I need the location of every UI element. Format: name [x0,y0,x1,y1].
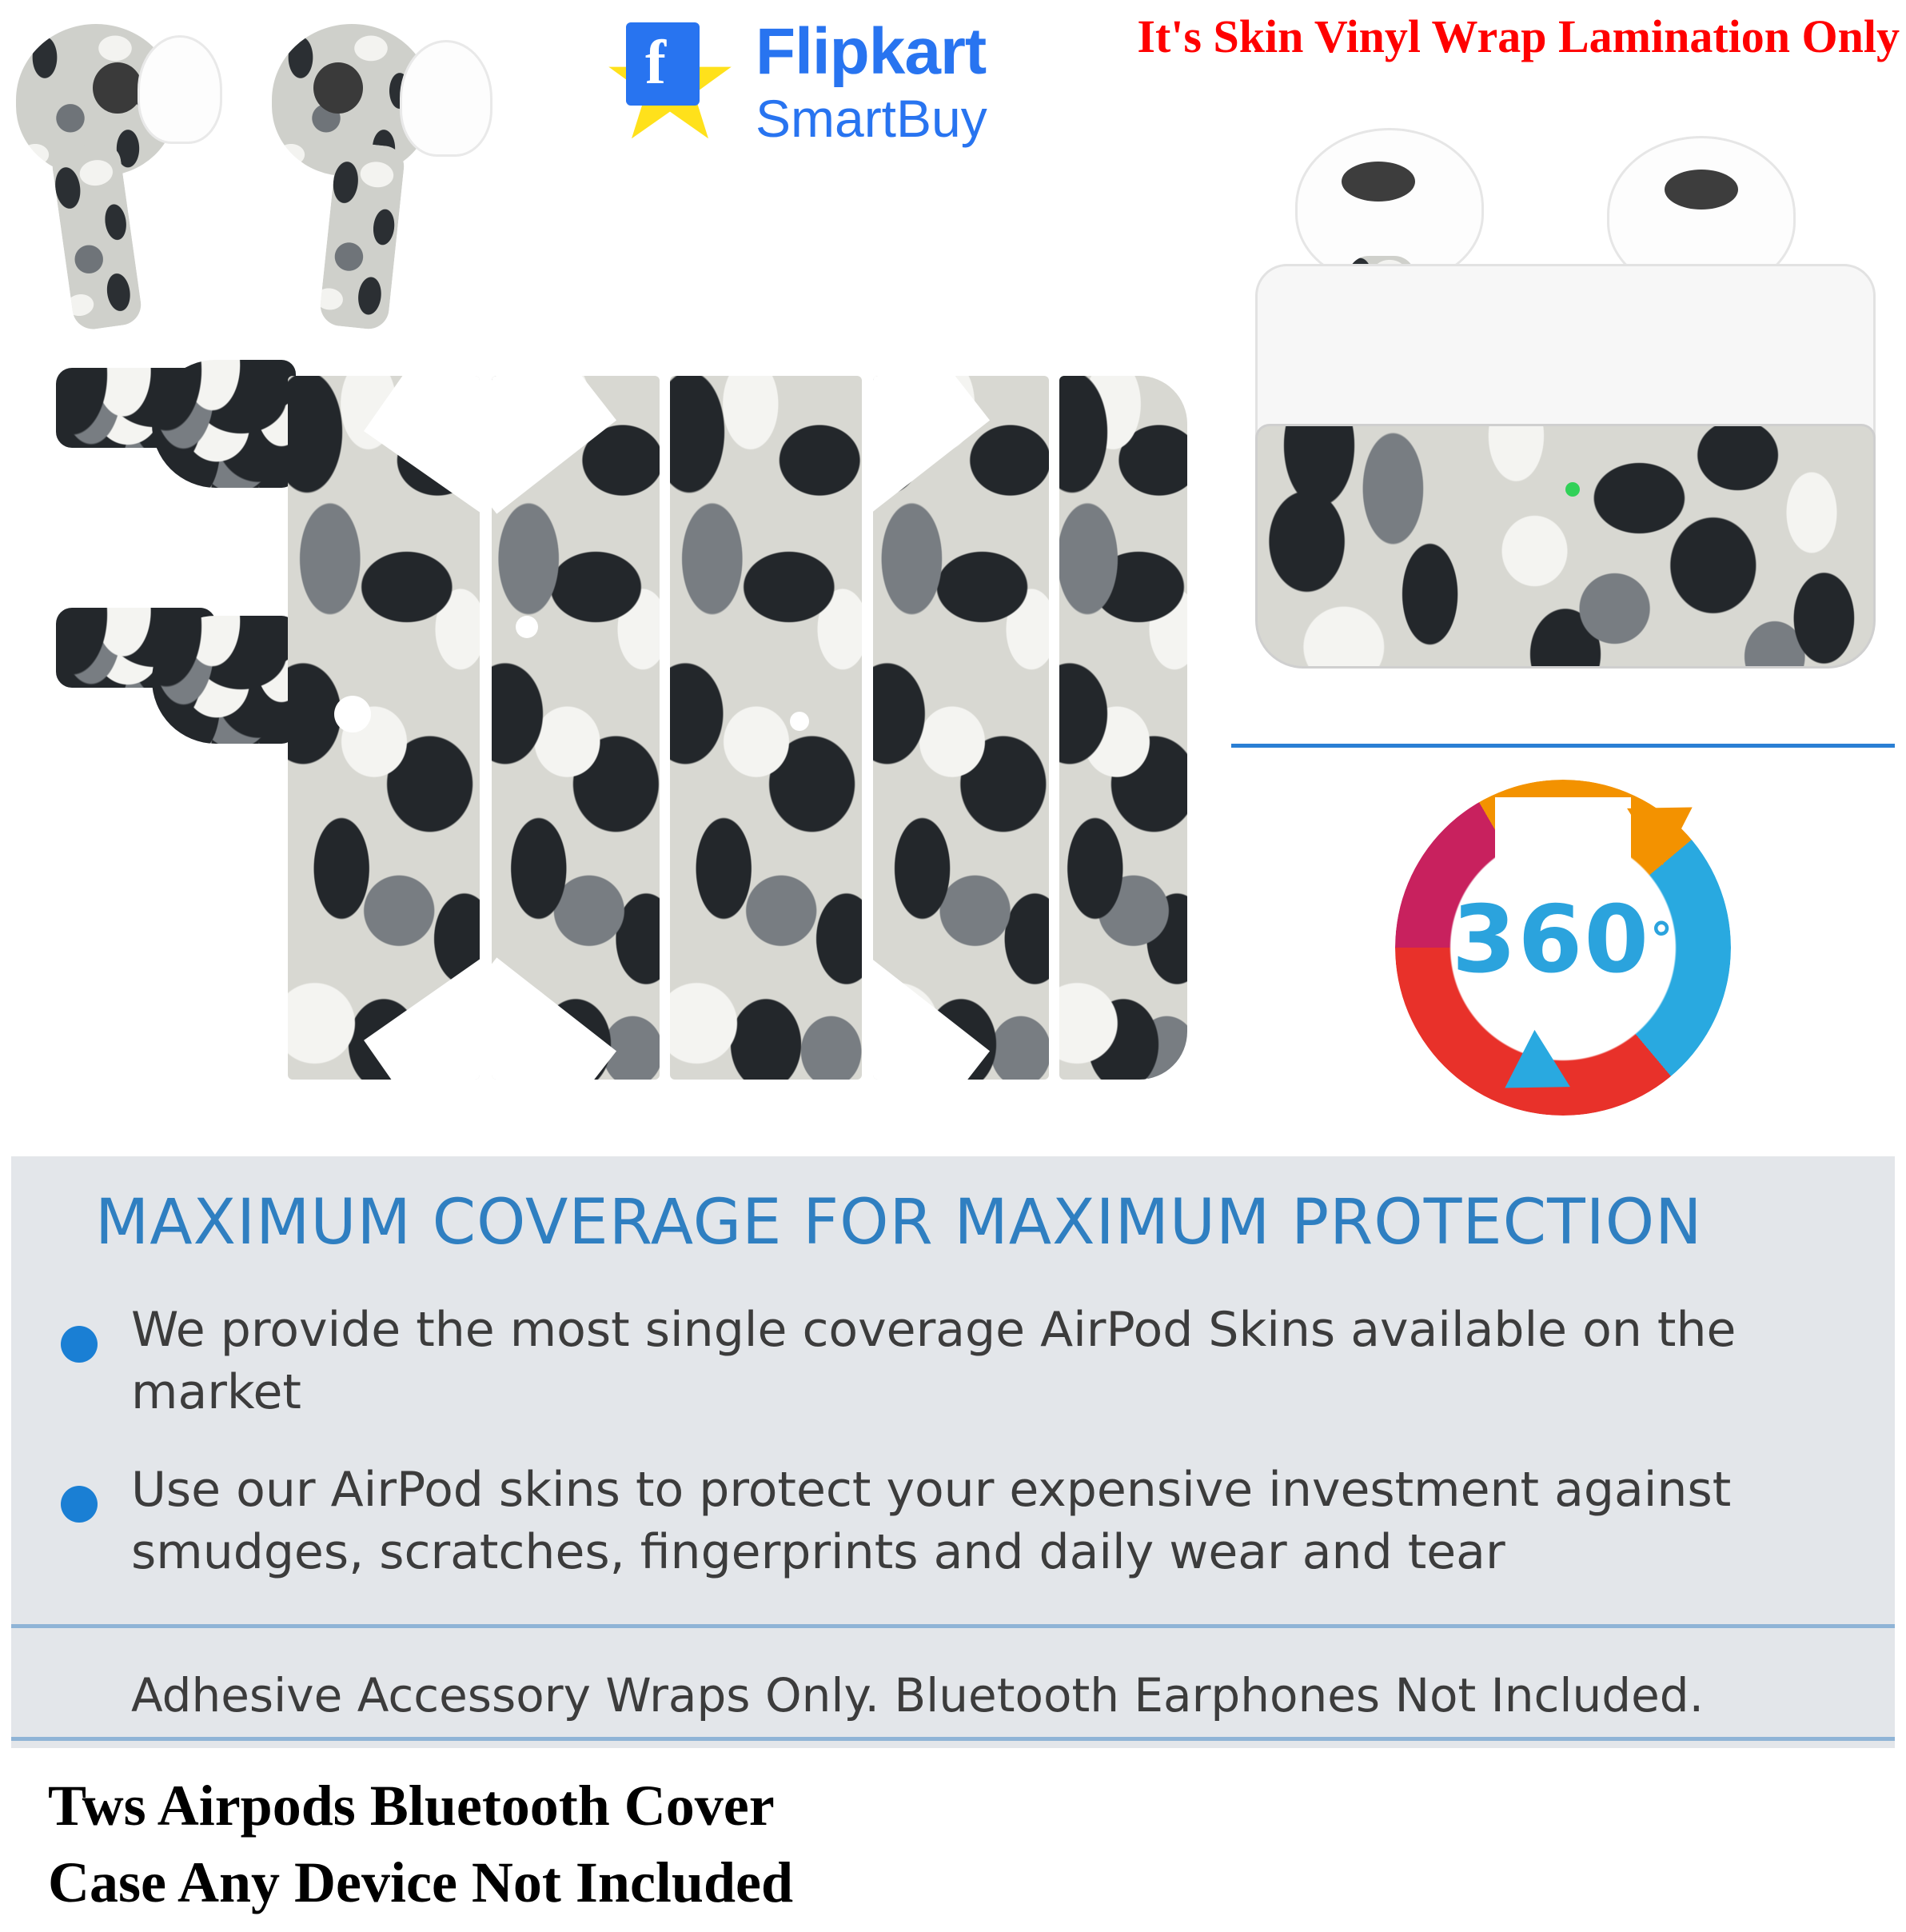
earbud-left [16,24,216,328]
bullet-text-1: We provide the most single coverage AirPod Skins available on the market [131,1302,1737,1420]
camo-case-photo [1231,120,1895,720]
case-led-indicator [1565,482,1580,497]
panel-heading: MAXIMUM COVERAGE FOR MAXIMUM PROTECTION [95,1187,1703,1259]
skin-ear-piece-bottom [152,616,296,744]
product-title-line1: Tws Airpods Bluetooth Cover [48,1774,775,1838]
skin-hole [790,712,809,731]
product-title-line2: Case Any Device Not Included [48,1850,793,1914]
skin-notch [873,957,990,1080]
skin-hole [516,616,538,638]
panel-divider [11,1624,1895,1628]
photo-earbud-left-mesh [1342,162,1415,202]
skin-notch [364,376,480,523]
360-value: 360 [1451,885,1651,994]
skin-notch [364,948,480,1080]
skin-strip-1 [288,376,480,1080]
360-label-wrap [1231,748,1895,1132]
bullet-dot-icon [61,1486,98,1523]
flipkart-star-icon [596,16,748,148]
earbud-left-tip [138,35,222,144]
degree-symbol: ° [1650,913,1675,966]
skin-strip-4 [873,376,1049,1080]
headline-text: It's Skin Vinyl Wrap Lamination Only [1137,10,1900,62]
brand-name: Flipkart [756,15,987,88]
product-title [48,1767,1807,1921]
photo-earbud-right-mesh [1665,170,1738,210]
earbud-right-tip [400,40,492,157]
earbud-right-mesh [313,62,363,114]
skin-strip-3 [670,376,862,1080]
info-panel [11,1152,1895,1748]
camo-skin-sheet-image [96,376,1191,1080]
360-degree-badge [1231,744,1895,1132]
case-body-wrapped [1255,424,1876,669]
flipkart-smartbuy-logo [596,8,1091,160]
flipkart-f-letter: f [645,27,666,97]
bullet-dot-icon [61,1326,98,1363]
skin-strip-5 [1059,376,1187,1080]
earbud-right [272,16,512,336]
skin-notch [492,376,616,514]
skin-strip-2 [492,376,660,1080]
brand-subname: SmartBuy [756,89,987,148]
skin-notch [492,957,616,1080]
camo-earbuds-image [8,8,520,344]
skin-hole [334,696,371,732]
panel-footer-note: Adhesive Accessory Wraps Only. Bluetooth Earphones Not Included. [131,1668,1705,1722]
earbud-left-mesh [93,62,142,114]
skin-ear-piece-top [152,360,296,488]
panel-divider-bottom [11,1737,1895,1741]
bullet-text-2: Use our AirPod skins to protect your expensive investment against smudges, scratches, fingerprints and daily wear and tear [131,1462,1732,1580]
skin-notch [873,376,990,514]
